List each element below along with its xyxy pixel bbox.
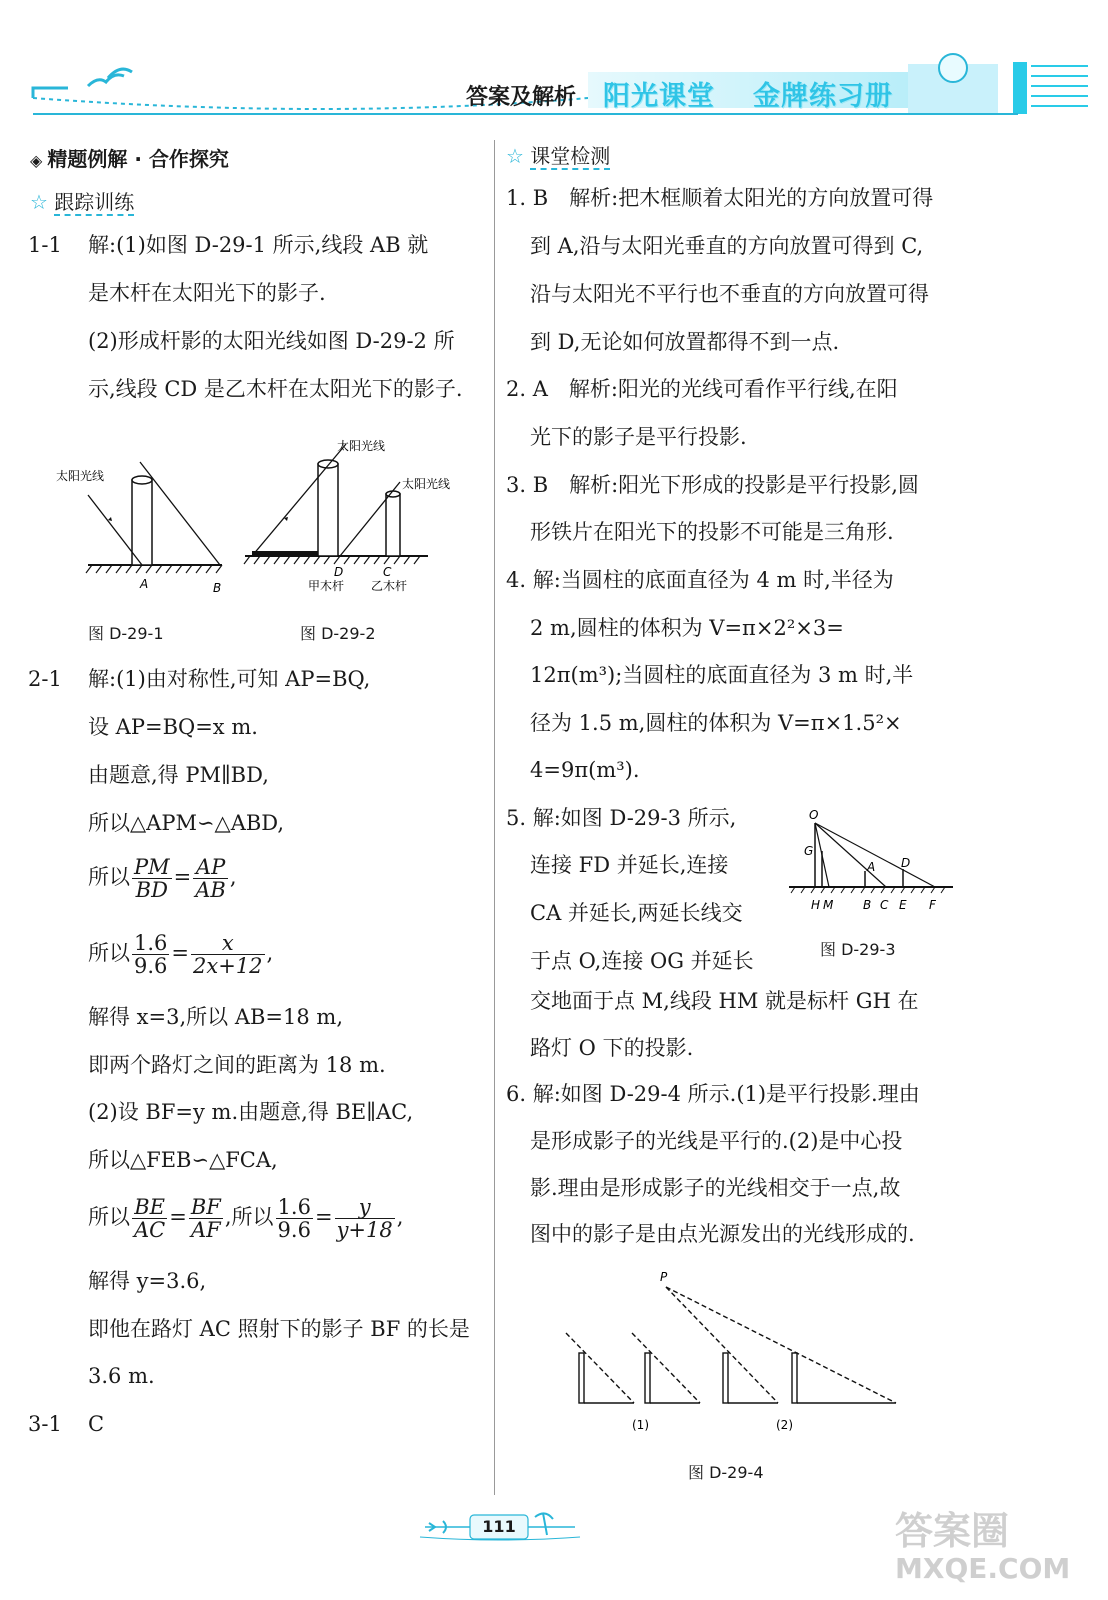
answer-line: 解得 x=3,所以 AB=18 m, [88,1005,344,1029]
point-O-label: O [809,808,819,822]
tab-class-check: ☆ 课堂检测 [506,144,611,168]
fraction-line: 所以 $\frac{BE}{AC}$ = $\frac{BF}{AF}$ ,所以 $\frac{1.6}{9.6}$ = $\frac{y}{y+18}$ , [88,1195,404,1242]
point-C-label: C [880,898,889,912]
answer-line: 交地面于点 M,线段 HM 就是标杆 GH 在 [530,989,919,1013]
figure-caption: 图 D-29-3 [820,940,896,959]
figure-caption: 图 D-29-1 [88,624,164,643]
watermark-url: MXQE.COM [895,1552,1071,1585]
answer-line: 由题意,得 PM∥BD, [88,763,269,787]
page-number: 111 [482,1517,516,1536]
answer-line: 影.理由是形成影子的光线相交于一点,故 [530,1176,901,1200]
star-icon: ☆ [30,190,48,214]
answer-line: 到 D,无论如何放置都得不到一点. [530,330,840,354]
sunlight-label-2: 太阳光线 [402,477,451,491]
diamond-icon: ◈ [30,151,43,170]
answer-line: C [88,1412,105,1436]
answer-line: 6. 解:如图 D-29-4 所示.(1)是平行投影.理由 [506,1082,920,1106]
star-icon: ☆ [506,144,524,168]
figure-d29-2 [240,430,451,600]
answer-line: 3. B 解析:阳光下形成的投影是平行投影,圆 [506,473,919,497]
answer-line: 设 AP=BQ=x m. [88,715,258,739]
answer-line: 3.6 m. [88,1364,155,1388]
answer-line: 解得 y=3.6, [88,1269,207,1293]
watermark-text: 答案圈 [895,1509,1010,1553]
pole-yi-label: 乙木杆 [371,579,408,593]
point-D-label: D [901,856,911,870]
answer-line: (2)设 BF=y m.由题意,得 BE∥AC, [88,1100,414,1124]
answer-line: 解:(1)由对称性,可知 AP=BQ, [88,667,371,691]
answer-line: 沿与太阳光不平行也不垂直的方向放置可得 [530,282,929,306]
part-1-label: (1) [632,1418,649,1432]
answer-line: 所以△FEB∽△FCA, [88,1148,278,1172]
answer-line: 所以△APM∽△ABD, [88,811,285,835]
point-C-label: C [383,565,392,579]
section-heading: ◈ 精题例解 · 合作探究 [30,147,229,171]
sunlight-label: 太阳光线 [56,469,105,483]
point-B-label: B [863,898,872,912]
part-2-label: (2) [776,1418,793,1432]
answer-line: 是木杆在太阳光下的影子. [88,281,326,305]
figure-caption: 图 D-29-2 [300,624,376,643]
sunlight-label-1: 太阳光线 [337,439,386,453]
question-number: 3-1 [28,1412,62,1436]
answer-line: 4=9π(m³). [530,758,640,782]
answer-line: 示,线段 CD 是乙木杆在太阳光下的影子. [88,377,463,401]
question-number: 2-1 [28,667,62,691]
point-M-label: M [823,898,834,912]
header-brand-1: 阳光课堂 [603,81,715,112]
figure-caption: 图 D-29-4 [688,1463,764,1482]
point-E-label: E [899,898,907,912]
answer-line: 是形成影子的光线是平行的.(2)是中心投 [530,1129,903,1153]
answer-line: 即他在路灯 AC 照射下的影子 BF 的长是 [88,1317,470,1341]
answer-line: 解:(1)如图 D-29-1 所示,线段 AB 就 [88,233,429,257]
point-D-label: D [334,565,344,579]
answer-line: 图中的影子是由点光源发出的光线形成的. [530,1222,915,1246]
point-H-label: H [811,898,821,912]
answer-line: 4. 解:当圆柱的底面直径为 4 m 时,半径为 [506,568,894,592]
answer-line: 连接 FD 并延长,连接 [530,853,729,877]
answer-line: (2)形成杆影的太阳光线如图 D-29-2 所 [88,329,455,353]
point-G-label: G [804,844,814,858]
answer-line: 2. A 解析:阳光的光线可看作平行线,在阳 [506,377,898,401]
header-brand-2: 金牌练习册 [753,81,893,112]
answer-line: 到 A,沿与太阳光垂直的方向放置可得到 C, [530,234,924,258]
answer-line: 光下的影子是平行投影. [530,425,747,449]
point-A-label: A [140,577,149,591]
answer-line: 即两个路灯之间的距离为 18 m. [88,1053,386,1077]
figure-d29-3 [785,805,960,915]
point-F-label: F [929,898,936,912]
pole-jia-label: 甲木杆 [308,579,345,593]
answer-line: CA 并延长,两延长线交 [530,901,743,925]
answer-line: 于点 O,连接 OG 并延长 [530,949,754,973]
figure-d29-4 [560,1265,905,1440]
answer-line: 5. 解:如图 D-29-3 所示, [506,806,737,830]
answer-line: 径为 1.5 m,圆柱的体积为 V=π×1.5²× [530,711,902,735]
point-A-label: A [867,860,876,874]
point-B-label: B [213,581,222,595]
figure-d29-1 [50,450,240,600]
answer-line: 2 m,圆柱的体积为 V=π×2²×3= [530,616,844,640]
answer-line: 12π(m³);当圆柱的底面直径为 3 m 时,半 [530,663,914,687]
answer-line: 路灯 O 下的投影. [530,1036,694,1060]
header-title: 答案及解析 [466,85,577,110]
question-number: 1-1 [28,233,62,257]
tab-tracking-practice: ☆ 跟踪训练 [30,190,135,214]
fraction-line: 所以 $\frac{1.6}{9.6}$ = $\frac{x}{2x+12}$ , [88,931,274,978]
column-divider [494,140,495,1495]
answer-line: 形铁片在阳光下的投影不可能是三角形. [530,520,894,544]
answer-line: 1. B 解析:把木框顺着太阳光的方向放置可得 [506,186,934,210]
fraction-line: 所以 $\frac{PM}{BD}$ = $\frac{AP}{AB}$ , [88,855,237,902]
point-P-label: P [660,1270,668,1284]
